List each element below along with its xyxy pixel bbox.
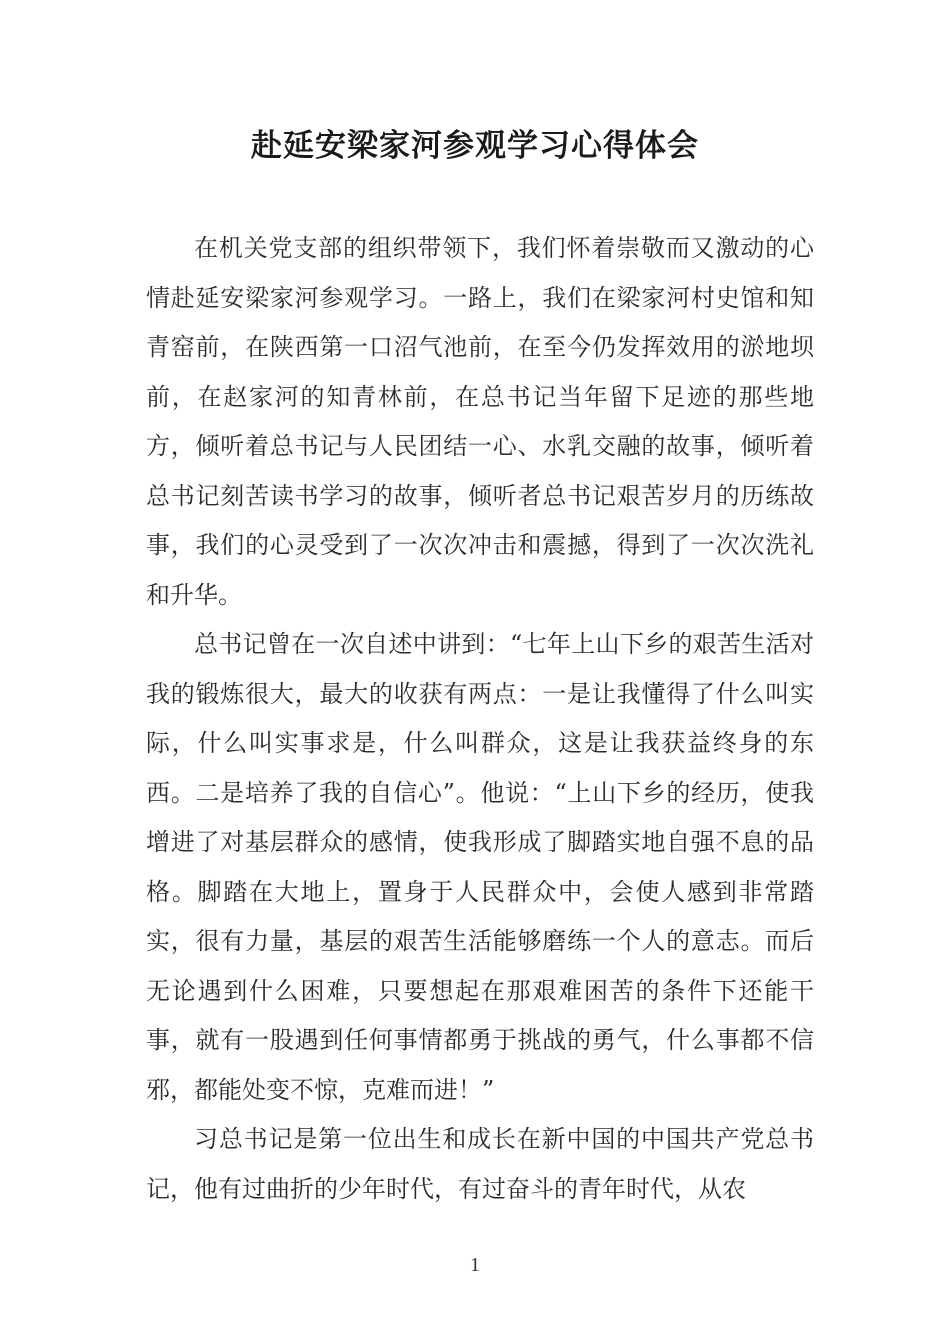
paragraph-2: 总书记曾在一次自述中讲到：“七年上山下乡的艰苦生活对我的锻炼很大，最大的收获有两点：一是让我懂得了什么叫实际，什么叫实事求是，什么叫群众，这是让我获益终身的东西。二是培养了我的自信心”。他说：“上山下乡的经历，使我增进了对基层群众的感情，使我形成了脚踏实地自强不息的品格。脚踏在大地上，置身于人民群众中，会使人感到非常踏实，很有力量，基层的艰苦生活能够磨练一个人的意志。而后无论遇到什么困难，只要想起在那艰难困苦的条件下还能干事，就有一股遇到任何事情都勇于挑战的勇气，什么事都不信邪，都能处变不惊，克难而进！” [146, 630, 814, 1104]
document-title: 赴延安梁家河参观学习心得体会 [251, 128, 699, 164]
document-body [146, 224, 814, 1214]
paragraph-3: 习总书记是第一位出生和成长在新中国的中国共产党总书记，他有过曲折的少年时代，有过奋斗的青年时代，从农 [146, 1125, 814, 1203]
paragraph-1: 在机关党支部的组织带领下，我们怀着崇敬而又激动的心情赴延安梁家河参观学习。一路上，我们在梁家河村史馆和知青窑前，在陕西第一口沼气池前，在至今仍发挥效用的淤地坝前，在赵家河的知青林前，在总书记当年留下足迹的那些地方，倾听着总书记与人民团结一心、水乳交融的故事，倾听着总书记刻苦读书学习的故事，倾听者总书记艰苦岁月的历练故事，我们的心灵受到了一次次冲击和震撼，得到了一次次洗礼和升华。 [146, 234, 814, 609]
page-number: 1 [470, 1254, 480, 1276]
